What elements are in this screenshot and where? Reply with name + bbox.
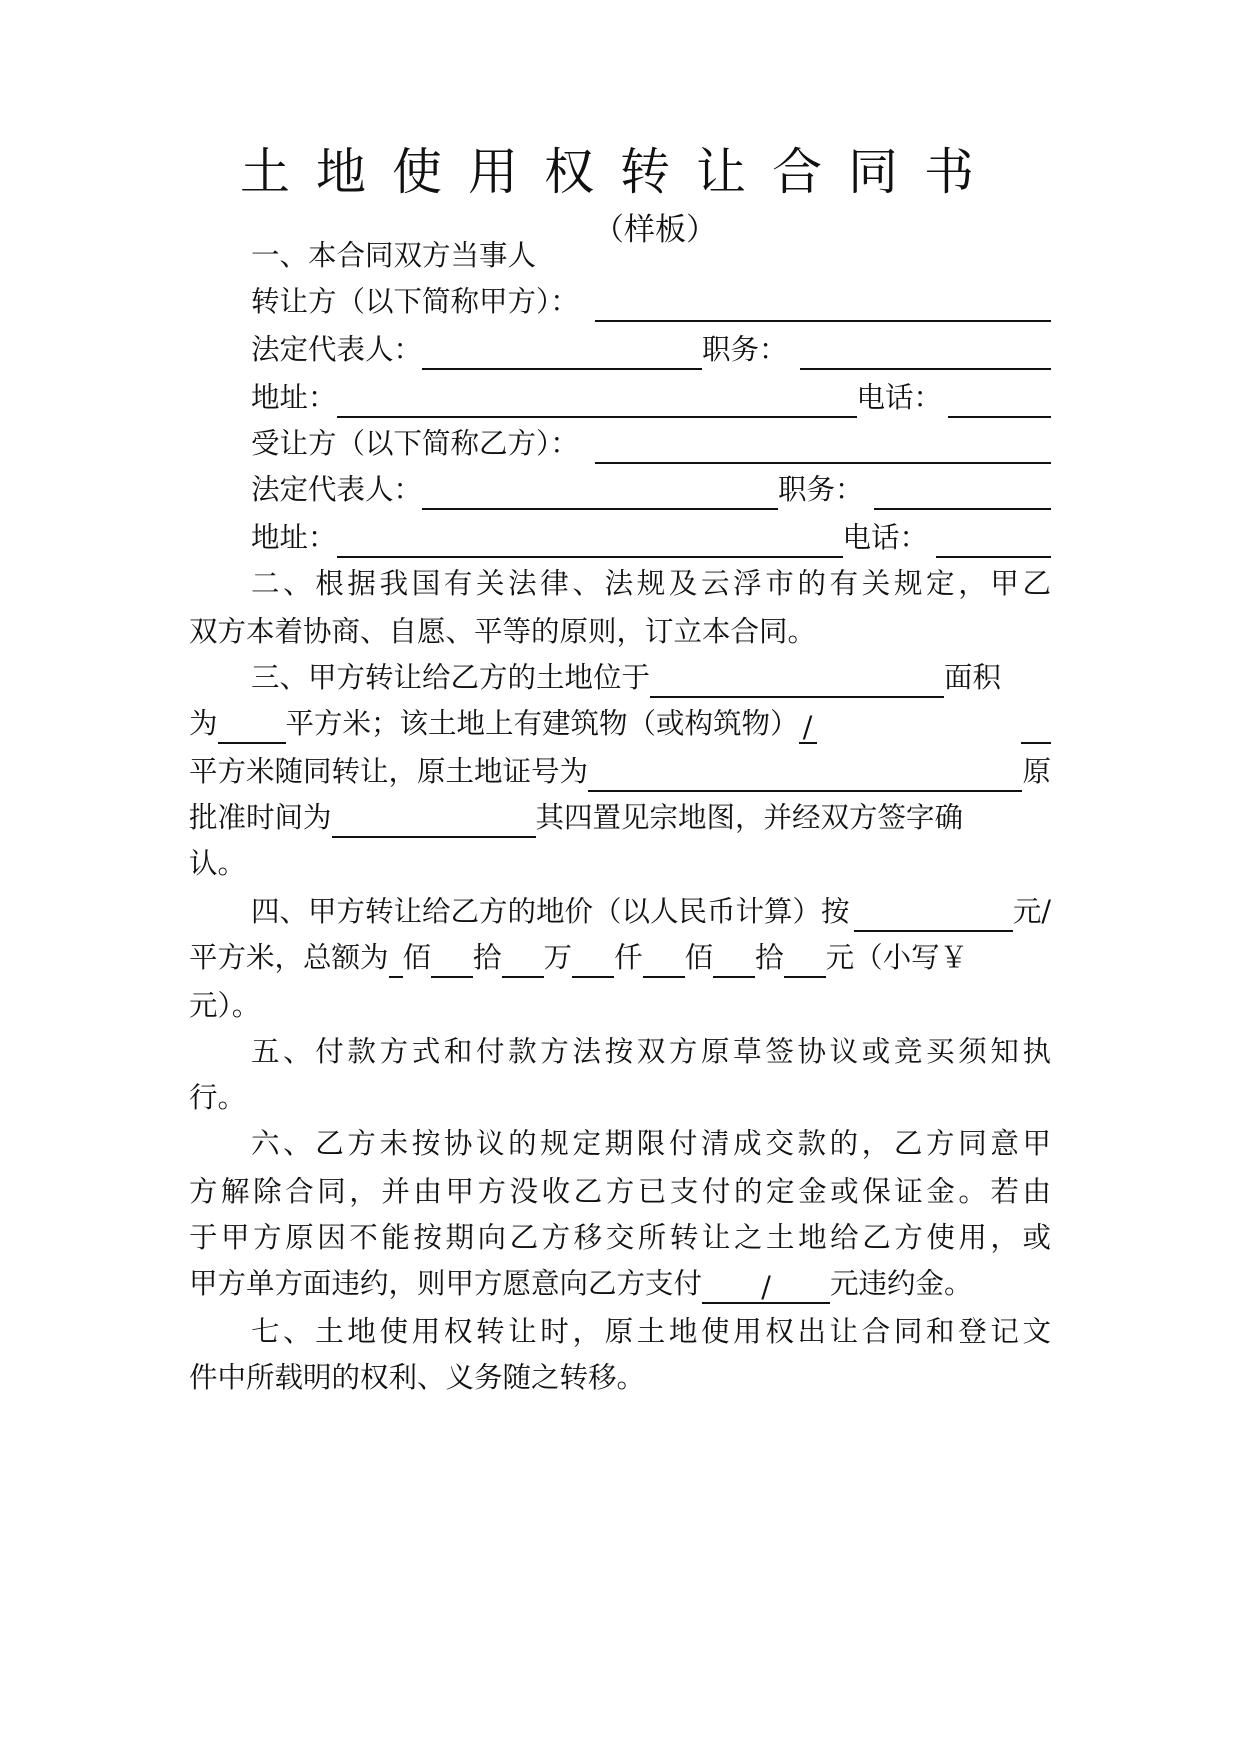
unit-price-blank[interactable] [854,896,1013,932]
section7-line1: 七、土地使用权转让时，原土地使用权出让合同和登记文 [251,1315,1051,1348]
section6-line4 [189,1264,1051,1304]
section3-text: 原 [1022,755,1051,788]
transferee-rep-label: 法定代表人： [251,473,423,506]
section5-line2: 行。 [189,1081,247,1114]
section4-line3: 元）。 [189,989,261,1022]
transferor-rep-row [251,330,1051,370]
land-location-blank[interactable] [650,662,944,698]
transferee-label: 受让方（以下简称乙方）： [251,427,579,460]
transferor-position-blank[interactable] [800,334,1051,370]
section3-text: 三、甲方转让给乙方的土地位于 [251,661,651,694]
transferee-phone-label: 电话： [842,521,929,554]
transferor-address-blank[interactable] [337,382,857,418]
section5-line1: 五、付款方式和付款方法按双方原草签协议或竞买须知执 [251,1035,1051,1068]
building-area-blank-tail[interactable] [1021,708,1051,744]
transferor-label: 转让方（以下简称甲方）： [251,285,579,318]
section6-line3: 于甲方原因不能按期向乙方移交所转让之土地给乙方使用，或 [189,1221,1051,1254]
transferor-address-label: 地址： [251,381,337,414]
section4-text: 元/ [1012,895,1051,928]
section3-text: 其四置见宗地图，并经双方签字确 [535,801,964,834]
amount-blank[interactable] [389,942,403,978]
transferor-phone-label: 电话： [856,381,943,414]
section2-line1: 二、根据我国有关法律、法规及云浮市的有关规定，甲乙 [251,567,1051,600]
transferee-rep-row [251,470,1051,510]
penalty-blank[interactable] [702,1268,830,1304]
amount-blank[interactable] [713,942,755,978]
section3-line3 [189,752,1051,792]
section6-line1: 六、乙方未按协议的规定期限付清成交款的，乙方同意甲 [251,1127,1051,1160]
transferee-phone-blank[interactable] [936,522,1051,558]
section3-text: 为 [189,707,218,740]
transferor-phone-blank[interactable] [948,382,1051,418]
section3-text: 平方米；该土地上有建筑物（或构筑物） [285,707,799,740]
amount-blank[interactable] [431,942,473,978]
section2-line2: 双方本着协商、自愿、平等的原则，订立本合同。 [189,615,817,648]
amount-blank[interactable] [502,942,544,978]
amount-unit: 万 [543,941,573,974]
section7-line2: 件中所载明的权利、义务随之转移。 [189,1361,646,1394]
amount-unit: 拾 [755,941,784,974]
transferee-position-blank[interactable] [874,474,1051,510]
transferee-address-label: 地址： [251,521,337,554]
amount-unit: 佰 [684,941,714,974]
section3-line1 [251,658,1051,698]
transferee-address-row [251,518,1051,558]
land-area-blank[interactable] [218,708,286,744]
transferee-rep-blank[interactable] [422,474,778,510]
section3-text: 批准时间为 [189,801,332,834]
section6-text: 甲方单方面违约，则甲方愿意向乙方支付 [189,1267,703,1300]
section3-text: 面积 [944,661,1002,694]
amount-unit: 佰 [402,941,432,974]
amount-blank[interactable] [784,942,826,978]
transferor-rep-label: 法定代表人： [251,333,423,366]
amount-blank[interactable] [572,942,614,978]
transferee-position-label: 职务： [778,473,864,506]
transferor-row [251,282,1051,322]
parties-heading: 一、本合同双方当事人 [251,239,537,272]
transferee-address-blank[interactable] [337,522,843,558]
section3-line5: 认。 [189,847,247,880]
transferor-blank[interactable] [595,286,1051,322]
section3-line2 [189,704,1051,744]
building-area-blank[interactable] [799,708,817,744]
document-subtitle: （样板） [593,212,717,248]
slash-mark: / [761,1271,771,1304]
slash-mark: / [802,711,813,744]
section4-text: 平方米，总额为 [189,941,389,974]
section4-line2 [189,938,1051,978]
section6-text: 元违约金。 [830,1267,973,1300]
amount-unit: 仟 [614,941,643,974]
transferor-address-row [251,378,1051,418]
transferee-blank[interactable] [595,428,1051,464]
section3-text: 平方米随同转让，原土地证号为 [189,755,589,788]
transferor-rep-blank[interactable] [422,334,702,370]
section6-line2: 方解除合同，并由甲方没收乙方已支付的定金或保证金。若由 [189,1175,1051,1208]
amount-unit: 拾 [473,941,502,974]
amount-unit: 元（小写￥ [825,941,969,974]
transferee-row [251,424,1051,464]
land-cert-number-blank[interactable] [588,756,1022,792]
section4-line1 [251,892,1051,932]
transferor-position-label: 职务： [702,333,788,366]
approval-date-blank[interactable] [332,802,536,838]
section3-line4 [189,798,1051,838]
section4-text: 四、甲方转让给乙方的地价（以人民币计算）按 [251,895,850,928]
amount-blank[interactable] [643,942,685,978]
document-title: 土地使用权转让合同书 [240,143,1000,201]
